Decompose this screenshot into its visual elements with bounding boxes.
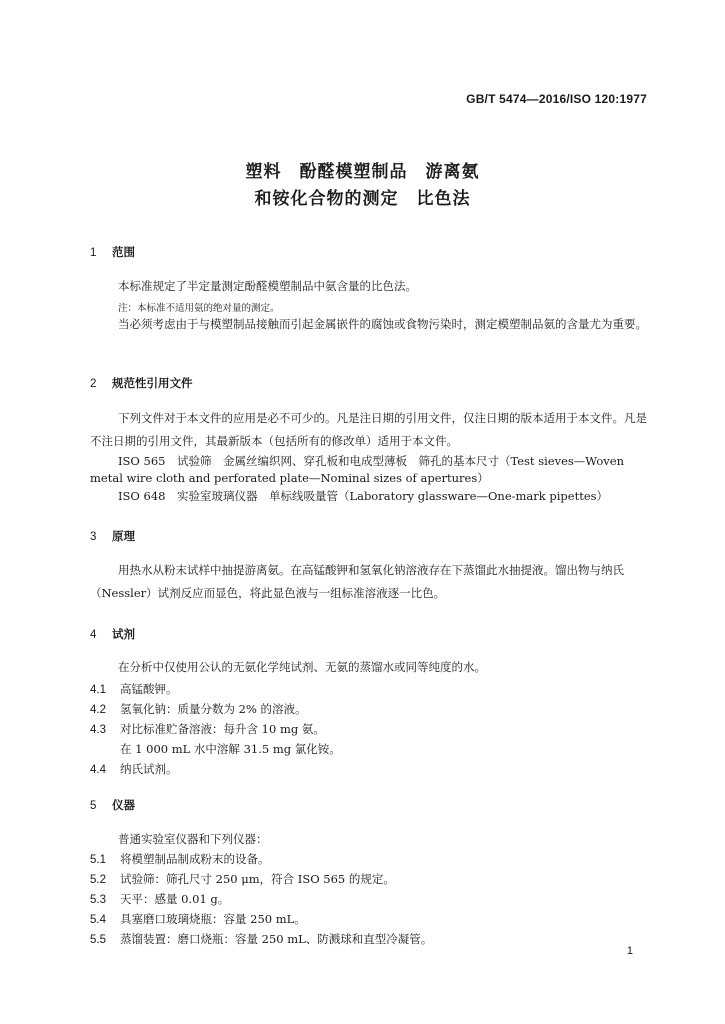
list-item: 5.4 具塞磨口玻璃烧瓶：容量 250 mL。	[90, 912, 306, 926]
section-5-intro: 普通实验室仪器和下列仪器：	[118, 832, 268, 846]
list-item: 5.5 蒸馏装置：磨口烧瓶：容量 250 mL、防溅球和直型冷凝管。	[90, 932, 433, 946]
section-2-paragraph: 下列文件对于本文件的应用是必不可少的。凡是注日期的引用文件，仅注日期的版本适用于本文件。凡是不注日期的引用文件，其最新版本（包括所有的修改单）适用于本文件。	[90, 411, 647, 448]
section-5-heading	[90, 797, 135, 813]
section-2-heading	[90, 375, 193, 391]
list-item: 4.3 对比标准贮备溶液：每升含 10 mg 氨。	[90, 722, 325, 736]
reference-iso-648: ISO 648 实验室玻璃仪器 单标线吸量管（Laboratory glassware—One-mark pipettes）	[118, 489, 609, 503]
section-1-paragraph-1: 本标准规定了半定量测定酚醛模塑制品中氨含量的比色法。	[118, 279, 417, 293]
section-4-intro: 在分析中仅使用公认的无氨化学纯试剂、无氨的蒸馏水或同等纯度的水。	[118, 660, 486, 674]
list-item: 在 1 000 mL 水中溶解 31.5 mg 氯化铵。	[120, 742, 341, 756]
section-title: 范围	[112, 245, 135, 259]
reference-iso-565-continued: metal wire cloth and perforated plate—Nominal sizes of apertures）	[90, 471, 489, 485]
section-1-paragraph-2: 当必须考虑由于与模塑制品接触而引起金属嵌件的腐蚀或食物污染时，测定模塑制品氨的含量尤为重要。	[118, 317, 647, 331]
document-title-line-2: 和铵化合物的测定 比色法	[254, 189, 471, 209]
list-item: 5.2 试验筛：筛孔尺寸 250 μm，符合 ISO 565 的规定。	[90, 872, 395, 886]
section-1-note: 注：本标准不适用氨的绝对量的测定。	[118, 303, 280, 314]
list-item: 4.2 氢氧化钠：质量分数为 2% 的溶液。	[90, 702, 307, 716]
section-number: 3	[90, 531, 97, 543]
section-title: 仪器	[112, 798, 135, 812]
list-item: 5.1 将模塑制品制成粉末的设备。	[90, 852, 270, 866]
section-title: 原理	[112, 529, 135, 543]
standard-code: GB/T 5474—2016/ISO 120:1977	[466, 92, 647, 106]
section-number: 5	[90, 800, 97, 812]
list-item: 5.3 天平：感量 0.01 g。	[90, 892, 230, 906]
section-3-paragraph: 用热水从粉末试样中抽提游离氨。在高锰酸钾和氢氧化钠溶液存在下蒸馏此水抽提液。馏出物与纳氏（Nessler）试剂反应而显色，将此显色液与一组标准溶液逐一比色。	[90, 563, 624, 600]
list-item: 4.1 高锰酸钾。	[90, 682, 178, 696]
document-title-line-1: 塑料 酚醛模塑制品 游离氨	[245, 162, 480, 182]
section-title: 规范性引用文件	[112, 376, 193, 390]
section-number: 2	[90, 378, 97, 390]
section-4-heading	[90, 626, 135, 642]
section-number: 1	[90, 247, 97, 259]
list-item: 4.4 纳氏试剂。	[90, 762, 178, 776]
section-3-heading	[90, 528, 135, 544]
reference-iso-565: ISO 565 试验筛 金属丝编织网、穿孔板和电成型薄板 筛孔的基本尺寸（Test sieves—Woven	[118, 454, 624, 468]
section-title: 试剂	[112, 627, 135, 641]
section-number: 4	[90, 629, 97, 641]
section-1-heading	[90, 244, 135, 260]
page-number: 1	[626, 945, 633, 957]
